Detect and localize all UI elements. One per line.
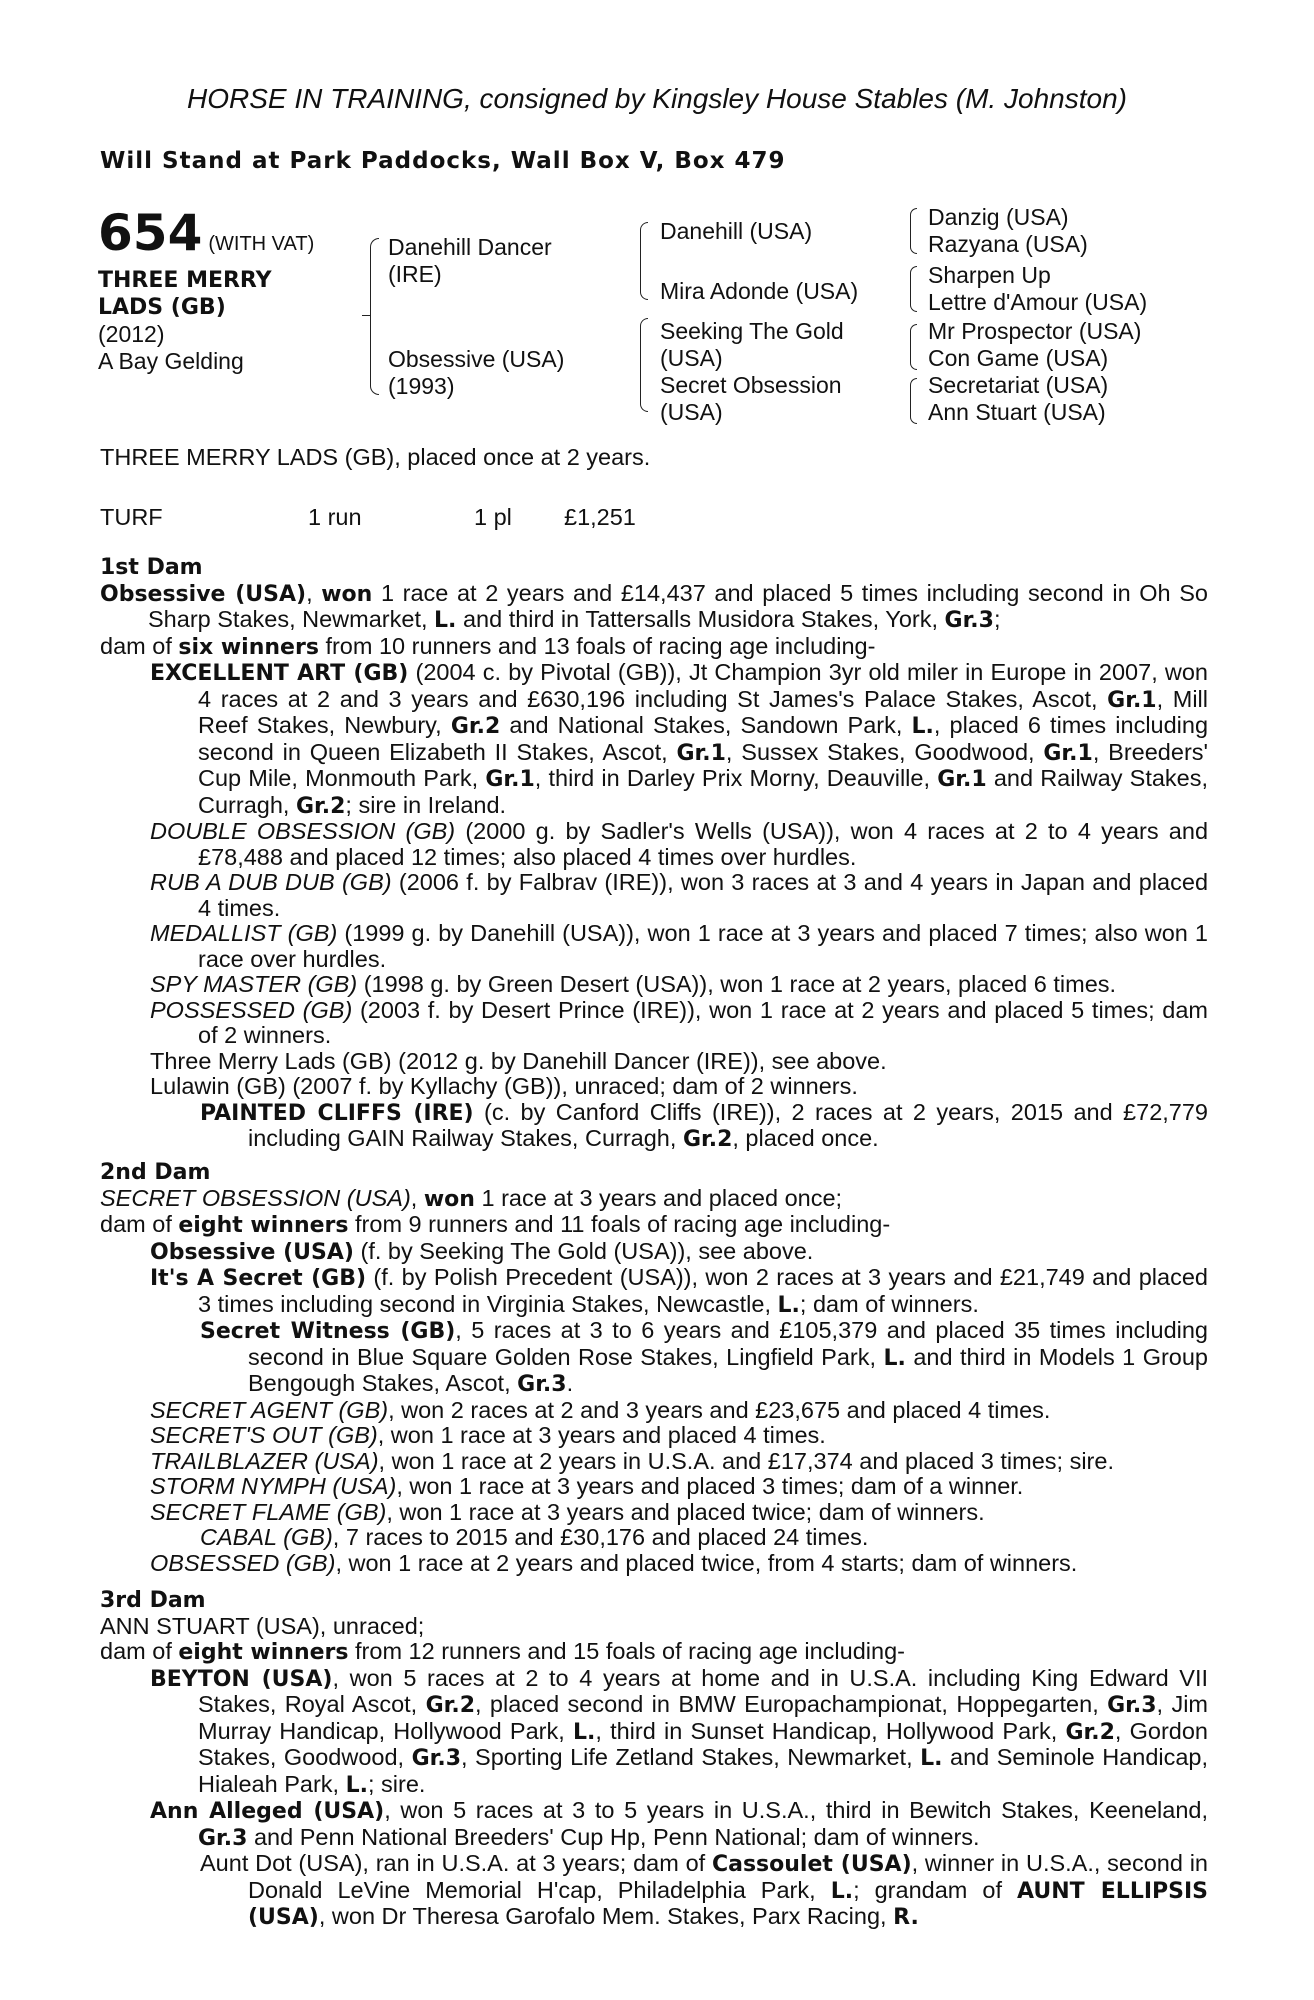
pedigree-brace (370, 238, 379, 395)
progeny-double-obsession: DOUBLE OBSESSION (GB) (2000 g. by Sadler's Wells (USA)), won 4 races at 2 to 4 years and £78,488 and placed 12 times; also placed 4 times over hurdles. (150, 818, 1209, 870)
pedigree-sss: Danzig (USA) (928, 204, 1069, 230)
progeny-three-merry-lads: Three Merry Lads (GB) (2012 g. by Danehill Dancer (IRE)), see above. (150, 1047, 887, 1074)
progeny-painted-cliffs: PAINTED CLIFFS (IRE) (c. by Canford Cliffs (IRE)), 2 races at 2 years, 2015 and £72,779 including GAIN Railway Stakes, Curragh, Gr.2, placed once. (200, 1098, 1208, 1152)
pedigree-dds: Secretariat (USA) (928, 372, 1109, 398)
third-dam-intro: ANN STUART (USA), unraced; (100, 1612, 425, 1639)
progeny-lulawin: Lulawin (GB) (2007 f. by Kyllachy (GB)), unraced; dam of 2 winners. (150, 1073, 858, 1099)
pedigree-dam: Obsessive (USA) (388, 346, 565, 372)
pedigree-sdd: Lettre d'Amour (USA) (928, 289, 1148, 315)
progeny-secret-witness: Secret Witness (GB), 5 races at 3 to 6 years and £105,379 and placed 35 times including second in Blue Square Golden Rose Stakes, Lingfield Park, L. and third in Models 1 Group Bengough Stakes, Ascot, Gr.3. (200, 1317, 1209, 1397)
third-dam-heading: 3rd Dam (100, 1588, 206, 1613)
lot-number: 654 (98, 204, 203, 262)
pedigree-dam-dam-l1: Secret Obsession (660, 372, 842, 398)
pedigree-dsd: Con Game (USA) (928, 345, 1109, 371)
summary-block (100, 445, 1208, 471)
pedigree-brace-mid (362, 315, 370, 316)
progeny-excellent-art: EXCELLENT ART (GB) (2004 c. by Pivotal (GB)), Jt Champion 3yr old miler in Europe in 2007, won 4 races at 2 and 3 years and £630,196 including St James's Palace Stakes, Ascot, Gr.1, Mill Reef Stakes, Newbury, Gr.2 and National Stakes, Sandown Park, L., placed 6 times including second in Queen Elizabeth II Stakes, Ascot, Gr.1, Sussex Stakes, Goodwood, Gr.1, Breeders' Cup Mile, Monmouth Park, Gr.1, third in Darley Prix Morny, Deauville, Gr.1 and Railway Stakes, Curragh, Gr.2; sire in Ireland. (150, 659, 1209, 819)
progeny-rub-a-dub-dub: RUB A DUB DUB (GB) (2006 f. by Falbrav (IRE)), won 3 races at 3 and 4 years in Japan and placed 4 times. (150, 869, 1209, 921)
second-dam-heading: 2nd Dam (100, 1160, 211, 1185)
turf-earnings: £1,251 (564, 504, 636, 530)
progeny-secrets-out: SECRET'S OUT (GB), won 1 race at 3 years and placed 4 times. (150, 1422, 826, 1448)
horse-name-line1: THREE MERRY (98, 268, 272, 293)
pedigree-sire-dam: Mira Adonde (USA) (660, 278, 859, 304)
pedigree-table (0, 200, 1314, 440)
pedigree-dam-sire-l2: (USA) (660, 345, 723, 371)
pedigree-dam-year: (1993) (388, 373, 455, 399)
pedigree-dss: Mr Prospector (USA) (928, 318, 1142, 344)
pedigree-dam-sire-l1: Seeking The Gold (660, 318, 844, 344)
progeny-obsessive: Obsessive (USA) (f. by Seeking The Gold (USA)), see above. (150, 1237, 814, 1265)
progeny-possessed: POSSESSED (GB) (2003 f. by Desert Prince (IRE)), won 1 race at 2 years and placed 5 times; dam of 2 winners. (150, 996, 1209, 1048)
pedigree-sire: Danehill Dancer (388, 234, 552, 260)
progeny-secret-agent: SECRET AGENT (GB), won 2 races at 2 and 3 years and £23,675 and placed 4 times. (150, 1396, 1051, 1423)
turf-placings: 1 pl (474, 504, 512, 530)
horse-name-line2: LADS (GB) (98, 295, 226, 320)
lot-vat: (WITH VAT) (208, 233, 315, 255)
progeny-cabal: CABAL (GB), 7 races to 2015 and £30,176 and placed 24 times. (200, 1524, 869, 1550)
second-dam-section (100, 1160, 1208, 1576)
horse-description: A Bay Gelding (98, 348, 244, 374)
pedigree-brace (910, 378, 917, 424)
pedigree-ddd: Ann Stuart (USA) (928, 399, 1106, 425)
progeny-ann-alleged: Ann Alleged (USA), won 5 races at 3 to 5 years in U.S.A., third in Bewitch Stakes, Keeneland, Gr.3 and Penn National Breeders' Cup Hp, Penn National; dam of winners. (150, 1797, 1208, 1851)
progeny-storm-nymph: STORM NYMPH (USA), won 1 race at 3 years and placed 3 times; dam of a winner. (150, 1473, 1024, 1499)
progeny-its-a-secret: It's A Secret (GB) (f. by Polish Precedent (USA)), won 2 races at 3 years and £21,749 and placed 3 times including second in Virginia Stakes, Newcastle, L.; dam of winners. (150, 1264, 1208, 1318)
turf-runs: 1 run (308, 504, 362, 530)
pedigree-dam-dam-l2: (USA) (660, 399, 723, 425)
progeny-secret-flame: SECRET FLAME (GB), won 1 race at 3 years and placed twice; dam of winners. (150, 1498, 985, 1525)
third-dam-section (100, 1588, 1208, 1931)
pedigree-sire-country: (IRE) (388, 261, 442, 287)
horse-name (98, 267, 338, 321)
progeny-trailblazer: TRAILBLAZER (USA), won 1 race at 2 years in U.S.A. and £17,374 and placed 3 times; sire. (150, 1447, 1114, 1474)
first-dam-produce: dam of six winners from 10 runners and 13 foals of racing age including- (100, 632, 876, 660)
turf-record (100, 505, 1208, 531)
first-dam-heading: 1st Dam (100, 555, 203, 580)
second-dam-produce: dam of eight winners from 9 runners and 11 foals of racing age including- (100, 1211, 891, 1238)
progeny-aunt-dot: Aunt Dot (USA), ran in U.S.A. at 3 years; dam of Cassoulet (USA), winner in U.S.A., second in Donald LeVine Memorial H'cap, Philadelphia Park, L.; grandam of AUNT ELLIPSIS (USA), won Dr Theresa Garofalo Mem. Stakes, Parx Racing, R. (200, 1850, 1209, 1930)
placed-summary: THREE MERRY LADS (GB), placed once at 2 years. (100, 444, 651, 470)
progeny-obsessed: OBSESSED (GB), won 1 race at 2 years and placed twice, from 4 starts; dam of winners. (150, 1549, 1078, 1576)
first-dam-section (100, 555, 1208, 1153)
pedigree-brace (640, 318, 648, 412)
pedigree-brace (910, 266, 917, 312)
pedigree-brace (640, 222, 648, 300)
third-dam-produce: dam of eight winners from 12 runners and 15 foals of racing age including- (100, 1638, 905, 1665)
pedigree-brace (910, 324, 917, 370)
pedigree-sire-sire: Danehill (USA) (660, 218, 813, 244)
page-subtitle: Will Stand at Park Paddocks, Wall Box V, Box 479 (100, 148, 786, 174)
progeny-medallist: MEDALLIST (GB) (1999 g. by Danehill (USA)), won 1 race at 3 years and placed 7 times; also won 1 race over hurdles. (150, 920, 1209, 972)
turf-label: TURF (100, 504, 163, 530)
pedigree-brace (910, 208, 917, 254)
lot-number-block (98, 204, 315, 262)
first-dam-intro: Obsessive (USA), won 1 race at 2 years and £14,437 and placed 5 times including second in Oh So Sharp Stakes, Newmarket, L. and third in Tattersalls Musidora Stakes, York, Gr.3; (100, 579, 1208, 633)
pedigree-sds: Sharpen Up (928, 262, 1051, 288)
horse-year: (2012) (98, 321, 165, 347)
progeny-beyton: BEYTON (USA), won 5 races at 2 to 4 years at home and in U.S.A. including King Edward VII Stakes, Royal Ascot, Gr.2, placed second in BMW Europachampionat, Hoppegarten, Gr.3, Jim Murray Handicap, Hollywood Park, L., third in Sunset Handicap, Hollywood Park, Gr.2, Gordon Stakes, Goodwood, Gr.3, Sporting Life Zetland Stakes, Newmarket, L. and Seminole Handicap, Hialeah Park, L.; sire. (150, 1664, 1209, 1798)
pedigree-ssd: Razyana (USA) (928, 231, 1088, 257)
progeny-spy-master: SPY MASTER (GB) (1998 g. by Green Desert (USA)), won 1 race at 2 years, placed 6 times. (150, 971, 1117, 997)
page-title: HORSE IN TRAINING, consigned by Kingsley House Stables (M. Johnston) (187, 83, 1127, 114)
second-dam-intro: SECRET OBSESSION (USA), won 1 race at 3 years and placed once; (100, 1184, 843, 1212)
